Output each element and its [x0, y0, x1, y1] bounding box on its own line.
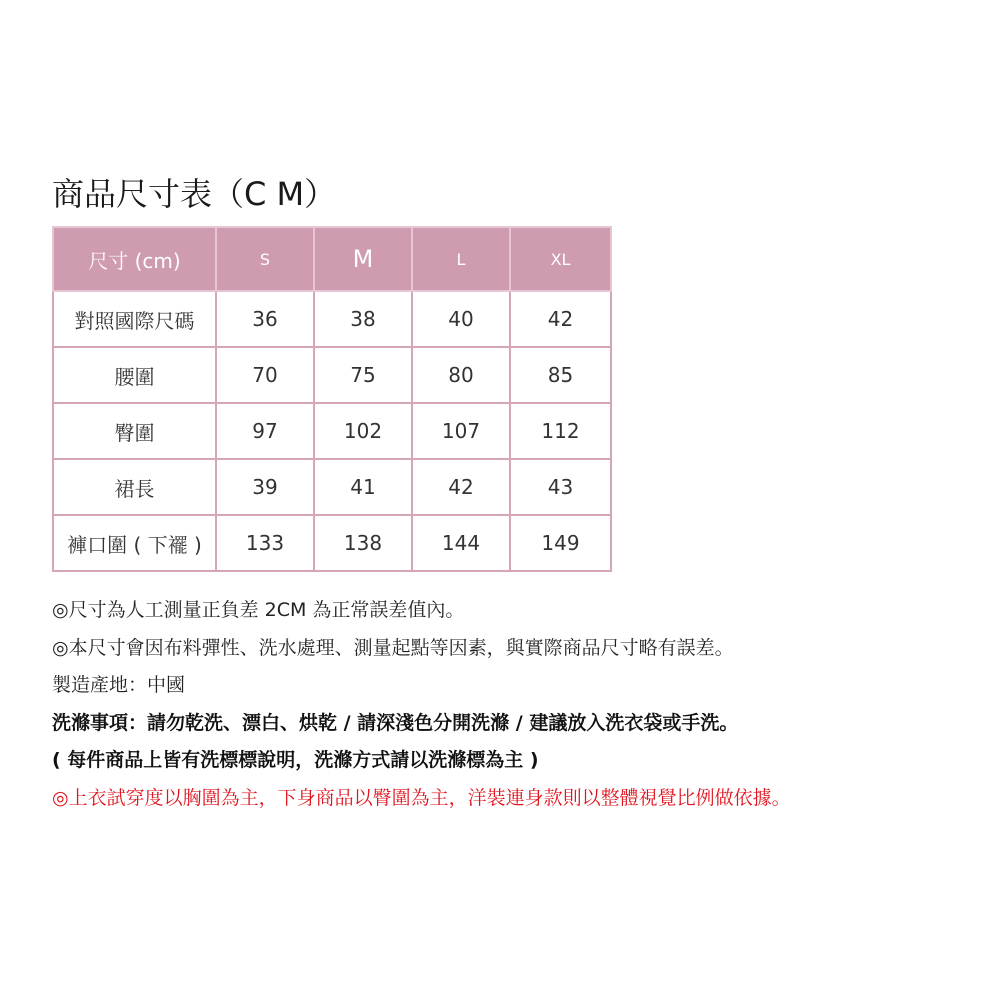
table-cell: 40 — [412, 291, 510, 347]
header-label: 尺寸 (cm) — [53, 227, 216, 291]
size-chart-table — [52, 226, 612, 572]
notes-section — [52, 592, 992, 817]
table-cell: 80 — [412, 347, 510, 403]
table-header-row — [53, 227, 611, 291]
table-cell: 85 — [510, 347, 611, 403]
row-label: 腰圍 — [53, 347, 216, 403]
table-cell: 144 — [412, 515, 510, 571]
table-cell: 38 — [314, 291, 412, 347]
table-cell: 75 — [314, 347, 412, 403]
table-row — [53, 347, 611, 403]
note-care-label: ( 每件商品上皆有洗標標說明，洗滌方式請以洗滌標為主 ) — [52, 749, 539, 771]
table-cell: 149 — [510, 515, 611, 571]
table-cell: 42 — [412, 459, 510, 515]
table-row — [53, 291, 611, 347]
table-row — [53, 459, 611, 515]
table-row — [53, 403, 611, 459]
table-cell: 102 — [314, 403, 412, 459]
table-cell: 70 — [216, 347, 314, 403]
note-origin: 製造產地：中國 — [52, 674, 186, 696]
table-cell: 112 — [510, 403, 611, 459]
note-fit-guidance: ◎上衣試穿度以胸圍為主，下身商品以臀圍為主，洋裝連身款則以整體視覺比例做依據。 — [52, 786, 791, 809]
table-cell: 97 — [216, 403, 314, 459]
table-cell: 36 — [216, 291, 314, 347]
size-header-m: M — [314, 227, 412, 291]
size-header-xl: XL — [510, 227, 611, 291]
row-label: 對照國際尺碼 — [53, 291, 216, 347]
table-cell: 107 — [412, 403, 510, 459]
row-label: 臀圍 — [53, 403, 216, 459]
table-cell: 43 — [510, 459, 611, 515]
table-cell: 41 — [314, 459, 412, 515]
table-cell: 42 — [510, 291, 611, 347]
page-title: 商品尺寸表（C M） — [52, 175, 337, 213]
size-header-l: L — [412, 227, 510, 291]
table-cell: 138 — [314, 515, 412, 571]
size-header-s: S — [216, 227, 314, 291]
table-cell: 39 — [216, 459, 314, 515]
row-label: 褲口圍 ( 下襬 ) — [53, 515, 216, 571]
note-care-instructions: 洗滌事項：請勿乾洗、漂白、烘乾 / 請深淺色分開洗滌 / 建議放入洗衣袋或手洗。 — [52, 711, 739, 734]
row-label: 裙長 — [53, 459, 216, 515]
note-measurement-tolerance: ◎尺寸為人工測量正負差 2CM 為正常誤差值內。 — [52, 599, 465, 621]
note-size-variance: ◎本尺寸會因布料彈性、洗水處理、測量起點等因素，與實際商品尺寸略有誤差。 — [52, 636, 734, 659]
table-cell: 133 — [216, 515, 314, 571]
table-row — [53, 515, 611, 571]
